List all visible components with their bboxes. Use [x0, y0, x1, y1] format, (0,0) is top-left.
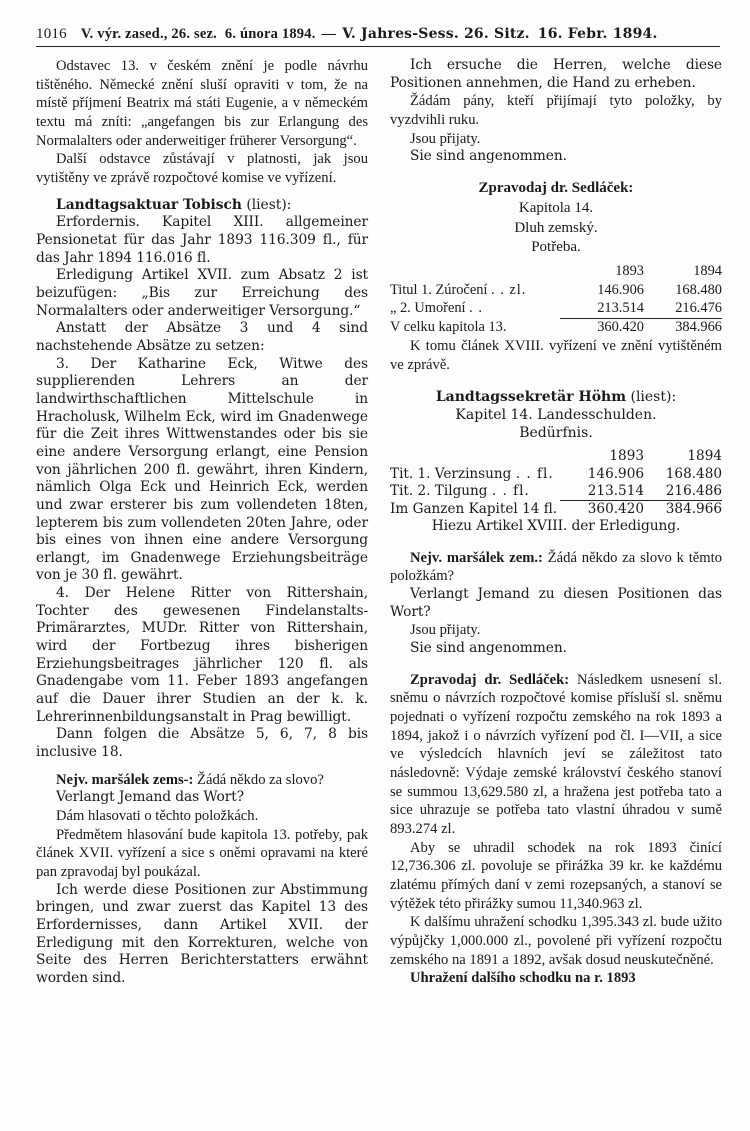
speaker-heading: [390, 549, 722, 586]
running-head-czech-date: 6. února 1894.: [224, 26, 316, 42]
paragraph: Verlangt Jemand zu diesen Positionen das Wort?: [390, 585, 722, 620]
two-column-body: [36, 57, 720, 1097]
row-value-1894: 168.480: [665, 465, 722, 482]
section-heading: Dluh zemský.: [514, 219, 598, 236]
speaker-heading: [36, 197, 368, 215]
paragraph: K dalšímu uhražení schodku 1,395.343 zl. bude užito výpůjčky 1,000.000 zl., povolené při vyřízení rozpočtu zemského na 1891 a 1892, avšak dosud neuskutečněné.: [390, 914, 722, 968]
paragraph: Ich ersuche die Herren, welche diese Positionen annehmen, die Hand zu erheben.: [390, 57, 722, 91]
paragraph: Sie sind angenommen.: [410, 639, 567, 656]
speaker-name: Nejv. maršálek zems-:: [56, 771, 194, 788]
row-label: Tit. 1. Verzinsung . . fl.: [390, 465, 554, 482]
paragraph: Hiezu Artikel XVIII. der Erledigung.: [431, 517, 681, 534]
table-row: [390, 282, 722, 300]
speaker-note: (liest):: [246, 196, 292, 213]
row-value-1893: 213.514: [560, 300, 644, 319]
paragraph: 3. Der Katharine Eck, Witwe des supplierenden Lehrers an der landwirthschaftlichen Mittelschule in Hracholusk, Wilhelm Eck, wird im Gnadenwege für die Zeit ihres Wittwenstandes oder bis sie eine andere Versorgung erlangt, eine Pension von jährlichen 200 fl. gewährt, ihren Kindern, nämlich Olga Eck und Heinrich Eck, werden und zwar ersterer bis zum vollendeten 18ten, lepterem bis zum vollendeten 20ten Jahre, oder bis eines von ihnen eine andere Versorgung erlangt, im Gnadenwege Erziehungsbeiträge von je 30 fl. gewährt.: [36, 355, 368, 584]
paragraph: Verlangt Jemand das Wort?: [56, 789, 244, 806]
row-value-1893: 146.906: [587, 465, 644, 482]
row-label: Tit. 2. Tilgung . . fl.: [390, 482, 530, 499]
table-header-row: [390, 448, 722, 466]
speaker-name: Landtagssekretär Höhm: [435, 388, 627, 405]
table-row: [390, 466, 722, 483]
row-value-1893: 146.906: [597, 282, 644, 299]
section-heading: Kapitel 14. Landesschulden.: [455, 406, 657, 423]
row-value-1894: 168.480: [675, 282, 722, 299]
paragraph: Anstatt der Absätze 3 und 4 sind nachstehende Absätze zu setzen:: [36, 320, 368, 354]
paragraph: Další odstavce zůstávají v platnosti, jak jsou vytištěny ve zprávě rozpočtové komise ve vyřízení.: [36, 151, 368, 187]
paragraph: Jsou přijaty.: [410, 130, 481, 147]
running-head-dash: —: [321, 26, 337, 42]
section-heading: Kapitola 14.: [518, 199, 594, 216]
paragraph: Žádám pány, kteří přijímají tyto položky, by vyzdvihli ruku.: [390, 93, 722, 128]
row-label: „ 2. Umoření . .: [390, 300, 483, 317]
row-label: Titul 1. Zúročení . . zl.: [390, 282, 527, 299]
paragraph: Jsou přijaty.: [410, 622, 481, 639]
column-header-year: 1894: [687, 447, 722, 464]
speaker-name: Landtagsaktuar Tobisch: [56, 196, 242, 213]
paragraph: Aby se uhradil schodek na rok 1893 činící 12,736.306 zl. povoluje se přirážka 39 kr. ke každému zlatému přímých daní v zemi rozepsaných, a stanoví se výtěžek této přirážky sumou 11,340.963 zl.: [390, 839, 722, 912]
speaker-heading: [390, 671, 722, 839]
speaker-text: Žádá někdo za slovo?: [197, 771, 324, 788]
column-header-year: 1894: [693, 263, 722, 280]
folio-number: 1016: [36, 26, 67, 42]
table-row: [390, 300, 722, 319]
row-value-1894: 216.476: [644, 300, 722, 319]
table-row: [390, 483, 722, 501]
paragraph: Erfordernis. Kapitel XIII. allgemeiner Pensionetat für das Jahr 1893 116.309 fl., für das Jahr 1894 116.016 fl.: [36, 214, 368, 266]
row-label: V celku kapitola 13.: [390, 319, 507, 336]
speaker-text: Následkem usnesení sl. sněmu o návrzích rozpočtové komise přísluší sl. sněmu pojednati o vyřízení rozpočtu zemského na rok 1893 a 1894, jakož i o návrzích vyřízení pod čl. I—VII, a sice ve výsledcích hlavních jeví se záležitost tato následovně: Výdaje zemské království českého stanoví se summou 13,629.580 zl, a hražena jest potřeba tato a sice uhrazuje se potřeba tato vlastní úhradou v sumě 893.274 zl.: [390, 671, 722, 837]
row-label: Im Ganzen Kapitel 14 fl.: [390, 500, 558, 517]
paragraph: K tomu článek XVIII. vyřízení ve znění vytištěném ve zprávě.: [390, 338, 722, 373]
row-value-1894: 216.486: [644, 483, 722, 501]
paragraph: Předmětem hlasování bude kapitola 13. potřeby, pak článek XVII. vyřízení a sice s oněmi opravami na které pan zpravodaj byl poukázal.: [36, 826, 368, 881]
column-header-year: 1893: [609, 447, 644, 464]
table-row-total: [390, 319, 722, 338]
row-value-1893: 360.420: [587, 500, 644, 517]
speaker-heading: [390, 388, 722, 406]
table-header-row: [390, 263, 722, 282]
row-value-1894: 384.966: [665, 500, 722, 517]
column-right: [390, 57, 722, 1097]
running-head: [36, 26, 720, 47]
speaker-text: Žádá někdo za slovo k těmto položkám?: [390, 549, 722, 585]
paragraph: 4. Der Helene Ritter von Rittershain, Tochter des gewesenen Findelanstalts-Primärarztes, MUDr. Ritter von Rittershain, wird der Fortbezug ihres bisherigen Erziehungsbeitrages jährlicher 120 fl. als Gnadengabe vom 11. Feber 1893 angefangen auf die Dauer ihrer Studien an der k. k. Lehrerinnenbildungsanstalt in Prag bewilligt.: [36, 585, 368, 725]
paragraph: Ich werde diese Positionen zur Abstimmung bringen, und zwar zuerst das Kapitel 13 des Erfordernisses, dann Artikel XVII. der Erledigung mit den Korrekturen, welche von Seite des Herren Berichterstatters erwähnt worden sind.: [36, 881, 368, 986]
paragraph-catchline: Uhražení dalšího schodku na r. 1893: [410, 970, 636, 987]
paragraph: Erledigung Artikel XVII. zum Absatz 2 ist beizufügen: „Bis zur Erreichung des Normalalters oder anderweitiger Versorgung.“: [36, 267, 368, 319]
column-header-year: 1893: [615, 263, 644, 280]
running-head-german: V. Jahres-Sess. 26. Sitz.: [342, 26, 530, 42]
running-head-german-date: 16. Febr. 1894.: [537, 26, 658, 42]
speaker-note: (liest):: [630, 388, 677, 405]
section-heading: Bedürfnis.: [519, 425, 593, 442]
speaker-heading: Zpravodaj dr. Sedláček:: [478, 179, 634, 196]
paragraph: Odstavec 13. v českém znění je podle návrhu tištěného. Německé znění sluší opraviti v tom, že na místě příjmení Beatrix má státi Eugenie, a v německém textu má zníti: „angefangen bis zur Erlangung des Normalalters oder anderweitiger früherer Versorgung“.: [36, 58, 368, 149]
running-head-czech: V. výr. zased., 26. sez.: [80, 26, 217, 42]
row-value-1893: 360.420: [597, 319, 644, 336]
speaker-name: Zpravodaj dr. Sedláček:: [410, 671, 570, 688]
paragraph: Sie sind angenommen.: [410, 148, 567, 165]
row-value-1893: 213.514: [560, 483, 644, 501]
speaker-name: Nejv. maršálek zem.:: [410, 549, 543, 566]
table-row-total: [390, 500, 722, 518]
budget-table-czech: [390, 263, 722, 337]
budget-table-german: [390, 448, 722, 518]
speaker-heading: [36, 771, 368, 790]
section-heading: Potřeba.: [531, 239, 581, 256]
paragraph: Dám hlasovati o těchto položkách.: [56, 808, 259, 825]
row-value-1894: 384.966: [675, 319, 722, 336]
paragraph: Dann folgen die Absätze 5, 6, 7, 8 bis inclusive 18.: [36, 726, 368, 761]
column-left: [36, 57, 368, 1097]
